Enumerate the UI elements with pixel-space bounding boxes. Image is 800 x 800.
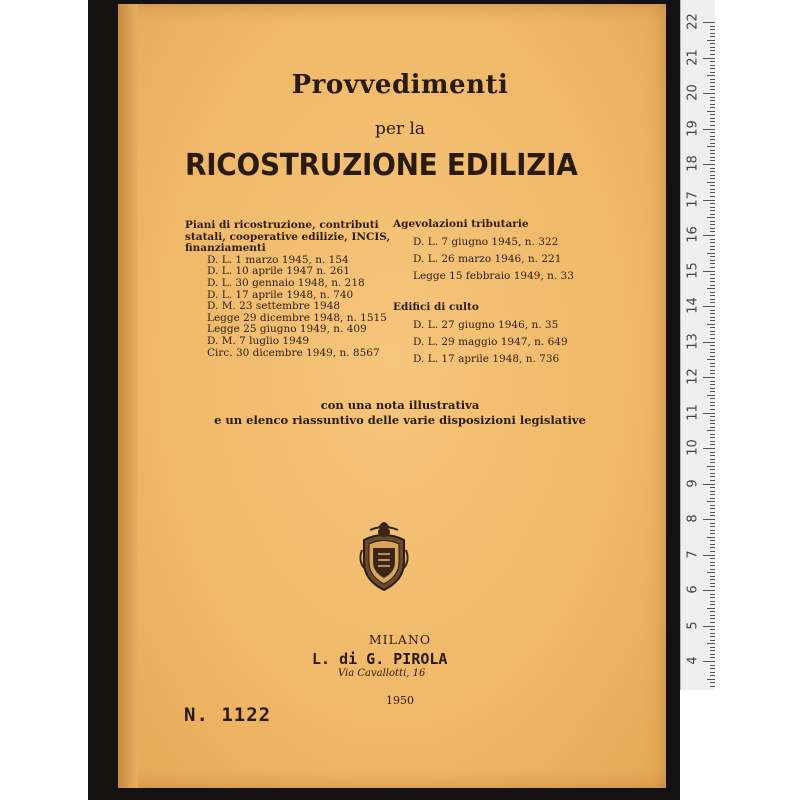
- ruler-tick: [710, 597, 715, 598]
- note-line-2: e un elenco riassuntivo delle varie disposizioni legislative: [214, 413, 586, 427]
- ruler-tick: [710, 196, 715, 197]
- ruler-number: 14: [685, 297, 701, 314]
- ruler-tick: [710, 526, 715, 527]
- ruler-tick: [703, 661, 715, 662]
- ruler-tick: [710, 562, 715, 563]
- ruler-tick: [710, 444, 715, 445]
- tax-section-heading: Agevolazioni tributarie: [393, 218, 529, 230]
- ruler-tick: [710, 391, 715, 392]
- ruler-tick: [710, 437, 715, 438]
- ruler-number: 9: [685, 478, 701, 488]
- ruler-tick: [703, 200, 715, 201]
- ruler-tick: [710, 224, 715, 225]
- ruler-tick: [710, 615, 715, 616]
- ruler-tick: [710, 331, 715, 332]
- ruler-tick: [710, 274, 715, 275]
- ruler-tick: [707, 253, 715, 254]
- ruler-tick: [710, 143, 715, 144]
- ruler-tick: [710, 192, 715, 193]
- ruler-tick: [707, 40, 715, 41]
- ruler-tick: [710, 310, 715, 311]
- ruler-tick: [710, 366, 715, 367]
- ruler-tick: [707, 217, 715, 218]
- ruler-tick: [710, 33, 715, 34]
- ruler-tick: [710, 491, 715, 492]
- ruler-tick: [703, 235, 715, 236]
- ruler-tick: [710, 299, 715, 300]
- ruler-tick: [707, 288, 715, 289]
- ruler-tick: [710, 256, 715, 257]
- law-entry: D. L. 17 aprile 1948, n. 740: [207, 288, 354, 301]
- publisher-address: Via Cavallotti, 16: [338, 668, 426, 679]
- ruler-tick: [710, 540, 715, 541]
- ruler-tick: [710, 682, 715, 683]
- title-line-1: Provvedimenti: [291, 70, 509, 100]
- ruler-tick: [710, 231, 715, 232]
- ruler-tick: [710, 583, 715, 584]
- ruler-tick: [707, 679, 715, 680]
- ruler-tick: [703, 22, 715, 23]
- ruler-tick: [710, 210, 715, 211]
- ruler-tick: [710, 650, 715, 651]
- ruler-number: 19: [685, 119, 701, 137]
- left-section-heading-2: statali, cooperative edilizie, INCIS,: [185, 230, 391, 243]
- ruler-tick: [710, 47, 715, 48]
- ruler-tick: [710, 459, 715, 460]
- ruler-tick: [710, 533, 715, 534]
- ruler-tick: [710, 668, 715, 669]
- ruler-tick: [710, 508, 715, 509]
- ruler-tick: [703, 590, 715, 591]
- ruler-tick: [710, 384, 715, 385]
- ruler-tick: [710, 594, 715, 595]
- ruler-tick: [710, 285, 715, 286]
- ruler-tick: [703, 58, 715, 59]
- ruler-tick: [710, 160, 715, 161]
- ruler-tick: [710, 576, 715, 577]
- ruler-tick: [710, 150, 715, 151]
- ruler-tick: [710, 523, 715, 524]
- ruler-tick: [703, 626, 715, 627]
- ruler-tick: [710, 214, 715, 215]
- tax-section: [393, 219, 574, 285]
- ruler-tick: [707, 572, 715, 573]
- ruler-number: 21: [685, 48, 701, 66]
- ruler-tick: [707, 111, 715, 112]
- ruler-tick: [710, 498, 715, 499]
- ruler-tick: [710, 317, 715, 318]
- ruler-tick: [710, 618, 715, 619]
- catalog-number: N. 1122: [184, 704, 272, 726]
- ruler-tick: [710, 373, 715, 374]
- ruler-tick: [710, 462, 715, 463]
- ruler-number: 4: [685, 656, 701, 665]
- ruler-tick: [710, 26, 715, 27]
- ruler-tick: [707, 537, 715, 538]
- law-entry: D. L. 10 aprile 1947 n. 261: [207, 265, 350, 278]
- ruler-tick: [703, 164, 715, 165]
- ruler-tick: [710, 356, 715, 357]
- ruler-tick: [710, 278, 715, 279]
- law-entry: D. L. 7 giugno 1945, n. 322: [413, 235, 559, 248]
- ruler-tick: [710, 601, 715, 602]
- ruler-tick: [710, 611, 715, 612]
- ruler-number: 10: [685, 439, 701, 456]
- ruler-tick: [710, 476, 715, 477]
- ruler-tick: [710, 107, 715, 108]
- ruler-tick: [710, 168, 715, 169]
- ruler-tick: [710, 327, 715, 328]
- ruler-tick: [710, 665, 715, 666]
- ruler-number: 13: [685, 332, 701, 350]
- ruler-number: 6: [685, 585, 701, 594]
- ruler-tick: [710, 221, 715, 222]
- ruler-tick: [710, 388, 715, 389]
- ruler-tick: [710, 654, 715, 655]
- ruler-tick: [710, 246, 715, 247]
- ruler-tick: [707, 501, 715, 502]
- ruler-tick: [710, 263, 715, 264]
- law-entry: D. M. 7 luglio 1949: [207, 334, 310, 347]
- title-line-2: per la: [374, 119, 426, 139]
- ruler-tick: [703, 271, 715, 272]
- ruler-tick: [710, 338, 715, 339]
- ruler-tick: [710, 345, 715, 346]
- ruler-tick: [710, 441, 715, 442]
- ruler-number: 8: [685, 514, 701, 523]
- ruler-tick: [710, 228, 715, 229]
- publisher-city: MILANO: [368, 632, 432, 647]
- ruler-tick: [710, 68, 715, 69]
- ruler-tick: [710, 292, 715, 293]
- ruler-tick: [710, 686, 715, 687]
- ruler-tick: [710, 434, 715, 435]
- ruler-tick: [710, 50, 715, 51]
- ruler-tick: [707, 430, 715, 431]
- ruler-tick: [710, 175, 715, 176]
- ruler-tick: [710, 295, 715, 296]
- law-entry: Legge 25 giugno 1949, n. 409: [207, 323, 367, 336]
- ruler-tick: [707, 608, 715, 609]
- ruler-tick: [710, 530, 715, 531]
- ruler-tick: [703, 306, 715, 307]
- ruler-tick: [710, 239, 715, 240]
- law-entry: D. L. 29 maggio 1947, n. 649: [413, 335, 568, 348]
- ruler-tick: [710, 281, 715, 282]
- law-entry: D. M. 23 settembre 1948: [207, 300, 341, 313]
- ruler-tick: [710, 480, 715, 481]
- ruler-tick: [710, 565, 715, 566]
- ruler-tick: [710, 36, 715, 37]
- note-line-1: con una nota illustrativa: [320, 398, 480, 412]
- ruler-tick: [710, 54, 715, 55]
- ruler-number: 22: [685, 13, 701, 30]
- ruler-tick: [710, 586, 715, 587]
- ruler-tick: [710, 267, 715, 268]
- ruler-number: 15: [685, 261, 701, 279]
- ruler-number: 16: [685, 226, 701, 243]
- ruler-tick: [710, 672, 715, 673]
- ruler-tick: [710, 551, 715, 552]
- ruler-number: 7: [685, 549, 701, 559]
- ruler-tick: [710, 544, 715, 545]
- ruler-tick: [710, 515, 715, 516]
- ruler-tick: [710, 487, 715, 488]
- ruler-tick: [703, 448, 715, 449]
- ruler-tick: [710, 604, 715, 605]
- ruler-tick: [710, 629, 715, 630]
- ruler-tick: [707, 395, 715, 396]
- law-entry: D. L. 30 gennaio 1948, n. 218: [207, 276, 365, 289]
- ruler-tick: [710, 302, 715, 303]
- ruler-tick: [710, 114, 715, 115]
- ruler-number: 17: [685, 190, 701, 208]
- ruler-tick: [710, 189, 715, 190]
- measuring-ruler: [680, 0, 715, 690]
- ruler-tick: [710, 558, 715, 559]
- ruler-tick: [707, 466, 715, 467]
- ruler-tick: [710, 157, 715, 158]
- law-entry: D. L. 26 marzo 1946, n. 221: [413, 252, 562, 265]
- ruler-tick: [710, 370, 715, 371]
- publication-year: 1950: [386, 694, 414, 707]
- ruler-tick: [710, 260, 715, 261]
- ruler-tick: [707, 359, 715, 360]
- ruler-tick: [703, 555, 715, 556]
- ruler-number: 18: [685, 155, 701, 172]
- ruler-tick: [710, 29, 715, 30]
- left-section-heading-3: finanziamenti: [185, 242, 266, 255]
- ruler-tick: [710, 381, 715, 382]
- law-entry: D. L. 17 aprile 1948, n. 736: [413, 352, 560, 365]
- ruler-tick: [710, 178, 715, 179]
- ruler-number: 20: [685, 84, 701, 101]
- ruler-tick: [710, 579, 715, 580]
- ruler-tick: [710, 494, 715, 495]
- ruler-tick: [710, 622, 715, 623]
- ruler-number: 11: [685, 403, 701, 421]
- ruler-tick: [710, 153, 715, 154]
- ruler-tick: [707, 324, 715, 325]
- ruler-tick: [707, 146, 715, 147]
- ruler-tick: [703, 519, 715, 520]
- ruler-tick: [710, 43, 715, 44]
- ruler-tick: [710, 363, 715, 364]
- ruler-tick: [710, 100, 715, 101]
- law-entry: Legge 29 dicembre 1948, n. 1515: [207, 311, 387, 324]
- publisher-emblem-icon: [356, 510, 412, 592]
- ruler-tick: [710, 349, 715, 350]
- ruler-tick: [710, 104, 715, 105]
- ruler-tick: [710, 469, 715, 470]
- main-title: RICOSTRUZIONE EDILIZIA: [185, 148, 578, 183]
- ruler-tick: [710, 249, 715, 250]
- law-entry: Legge 15 febbraio 1949, n. 33: [413, 269, 574, 282]
- ruler-tick: [710, 547, 715, 548]
- ruler-tick: [710, 455, 715, 456]
- ruler-tick: [707, 182, 715, 183]
- ruler-tick: [710, 334, 715, 335]
- ruler-tick: [703, 484, 715, 485]
- ruler-tick: [710, 675, 715, 676]
- left-section: [185, 220, 390, 359]
- ruler-tick: [710, 657, 715, 658]
- worship-section-heading: Edifici di culto: [393, 301, 479, 313]
- publisher-name: L. di G. PIROLA: [312, 650, 448, 668]
- ruler-tick: [710, 61, 715, 62]
- ruler-tick: [710, 207, 715, 208]
- ruler-tick: [710, 185, 715, 186]
- ruler-tick: [703, 342, 715, 343]
- law-entry: D. L. 1 marzo 1945, n. 154: [207, 253, 349, 266]
- ruler-tick: [710, 242, 715, 243]
- ruler-tick: [710, 313, 715, 314]
- left-section-heading-1: Piani di ricostruzione, contributi: [185, 219, 379, 231]
- ruler-tick: [710, 171, 715, 172]
- ruler-tick: [710, 65, 715, 66]
- ruler-number: 12: [685, 368, 701, 385]
- ruler-tick: [710, 320, 715, 321]
- law-entry: Circ. 30 dicembre 1949, n. 8567: [207, 346, 380, 359]
- ruler-tick: [710, 352, 715, 353]
- ruler-tick: [710, 512, 715, 513]
- ruler-tick: [710, 203, 715, 204]
- ruler-tick: [703, 377, 715, 378]
- law-entry: D. L. 27 giugno 1946, n. 35: [413, 318, 559, 331]
- ruler-tick: [710, 569, 715, 570]
- ruler-tick: [710, 139, 715, 140]
- ruler-tick: [710, 452, 715, 453]
- ruler-tick: [710, 505, 715, 506]
- ruler-tick: [710, 473, 715, 474]
- worship-section: [393, 302, 568, 368]
- ruler-number: 5: [685, 620, 701, 630]
